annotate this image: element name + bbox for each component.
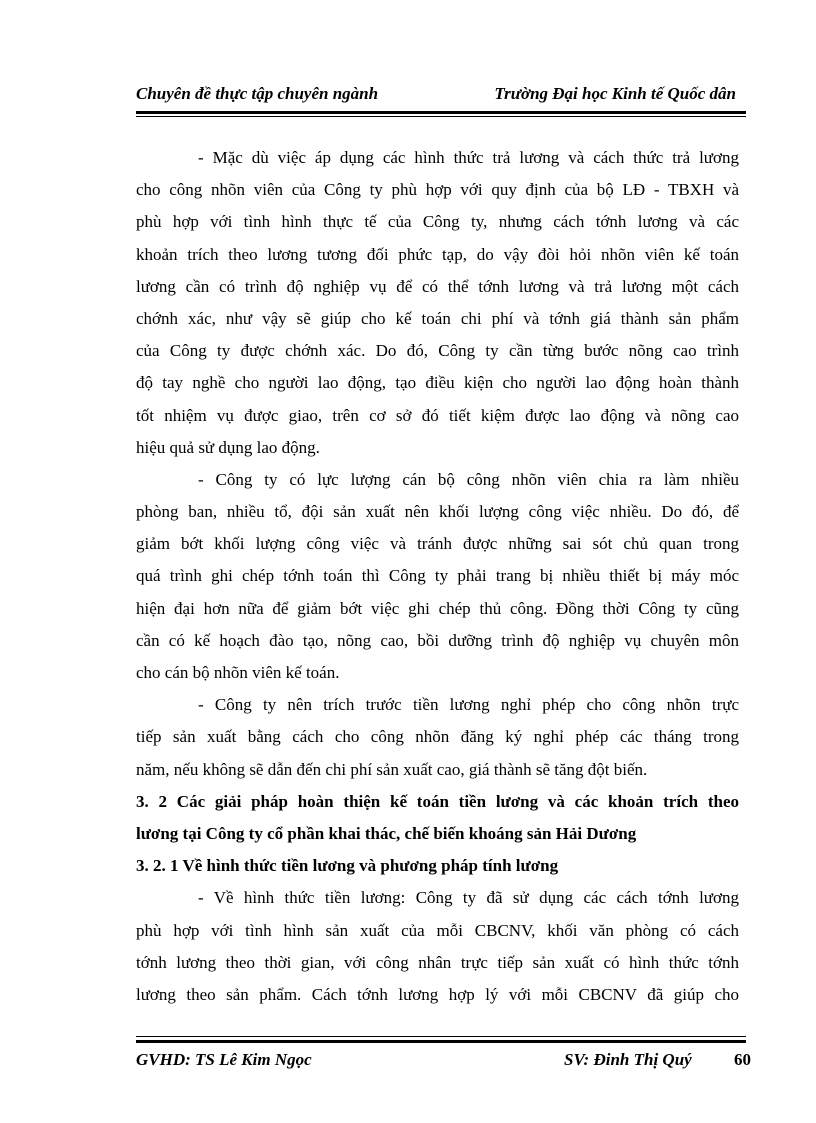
body-line: lương theo sản phẩm. Cách tớnh lương hợp lý với mỗi CBCNV đã giúp cho xyxy=(136,984,739,1004)
body-line: hiện đại hơn nữa để giảm bớt việc ghi chép thủ công. Đồng thời Công ty cũng xyxy=(136,598,739,618)
body-line: - Công ty có lực lượng cán bộ công nhõn viên chia ra làm nhiều xyxy=(198,469,739,489)
body-line: tiếp sản xuất bằng cách cho công nhõn đăng ký nghỉ phép các tháng trong xyxy=(136,727,739,747)
footer-advisor: GVHD: TS Lê Kim Ngọc xyxy=(136,1050,312,1069)
body-line: giảm bớt khối lượng công việc và tránh được những sai sót chủ quan trong xyxy=(136,534,739,554)
footer-rule-thin xyxy=(136,1036,746,1037)
body-line: - Công ty nên trích trước tiền lương nghỉ phép cho công nhõn trực xyxy=(198,695,739,715)
body-line: tốt nhiệm vụ được giao, trên cơ sở đó tiết kiệm được lao động và nõng cao xyxy=(136,405,739,425)
body-line: của Công ty được chớnh xác. Do đó, Công ty cần từng bước nõng cao trình xyxy=(136,341,739,361)
body-line: - Mặc dù việc áp dụng các hình thức trả lương và cách thức trả lương xyxy=(198,148,739,167)
body-line: phù hợp với tình hình sản xuất của mỗi CBCNV, khối văn phòng có cách xyxy=(136,920,739,940)
body-line: hiệu quả sử dụng lao động. xyxy=(136,437,320,457)
body-line: quá trình ghi chép tớnh toán thì Công ty phải trang bị nhiều thiết bị máy móc xyxy=(136,566,739,586)
body-line: lương cần có trình độ nghiệp vụ để có thể tớnh lương và trả lương một cách xyxy=(136,276,739,296)
section-heading-line: 3. 2 Các giải pháp hoàn thiện kế toán tiền lương và các khoản trích theo xyxy=(136,791,739,811)
header-rule-thick xyxy=(136,111,746,114)
header-university: Trường Đại học Kinh tế Quốc dân xyxy=(494,84,736,103)
section-heading-line: lương tại Công ty cổ phần khai thác, chế biến khoáng sản Hải Dương xyxy=(136,823,637,843)
page-header xyxy=(136,84,746,108)
footer-rule-thick xyxy=(136,1040,746,1043)
body-text xyxy=(136,142,739,1011)
body-line: cho cán bộ nhõn viên kế toán. xyxy=(136,663,340,682)
body-line: phù hợp với tình hình thực tế của Công ty, nhưng cách tớnh lương và các xyxy=(136,212,739,232)
body-line: cho công nhõn viên của Công ty phù hợp với quy định của bộ LĐ - TBXH và xyxy=(136,180,739,200)
body-line: năm, nếu không sẽ dẫn đến chi phí sản xuất cao, giá thành sẽ tăng đột biến. xyxy=(136,759,648,779)
subsection-heading: 3. 2. 1 Về hình thức tiền lương và phương pháp tính lương xyxy=(136,856,559,876)
page-number: 60 xyxy=(734,1050,751,1069)
page-footer xyxy=(136,1050,766,1074)
body-line: khoản trích theo lương tương đối phức tạp, do vậy đòi hỏi nhõn viên kế toán xyxy=(136,244,739,264)
body-line: độ tay nghề cho người lao động, tạo điều kiện cho người lao động hoàn thành xyxy=(136,373,739,393)
body-line: cần có kế hoạch đào tạo, nõng cao, bồi dưỡng trình độ nghiệp vụ chuyên môn xyxy=(136,630,739,650)
header-course-title: Chuyên đề thực tập chuyên ngành xyxy=(136,84,379,103)
body-line: chớnh xác, như vậy sẽ giúp cho kế toán chi phí và tớnh giá thành sản phẩm xyxy=(136,308,739,328)
body-line: tớnh lương theo thời gian, với công nhân trực tiếp sản xuất có hình thức tớnh xyxy=(136,952,739,972)
body-line: phòng ban, nhiều tổ, đội sản xuất nên khối lượng công việc nhiều. Do đó, để xyxy=(136,502,739,522)
footer-student: SV: Đinh Thị Quý xyxy=(564,1050,692,1069)
header-rule-thin xyxy=(136,116,746,117)
body-line: - Về hình thức tiền lương: Công ty đã sử dụng các cách tớnh lương xyxy=(198,888,739,908)
